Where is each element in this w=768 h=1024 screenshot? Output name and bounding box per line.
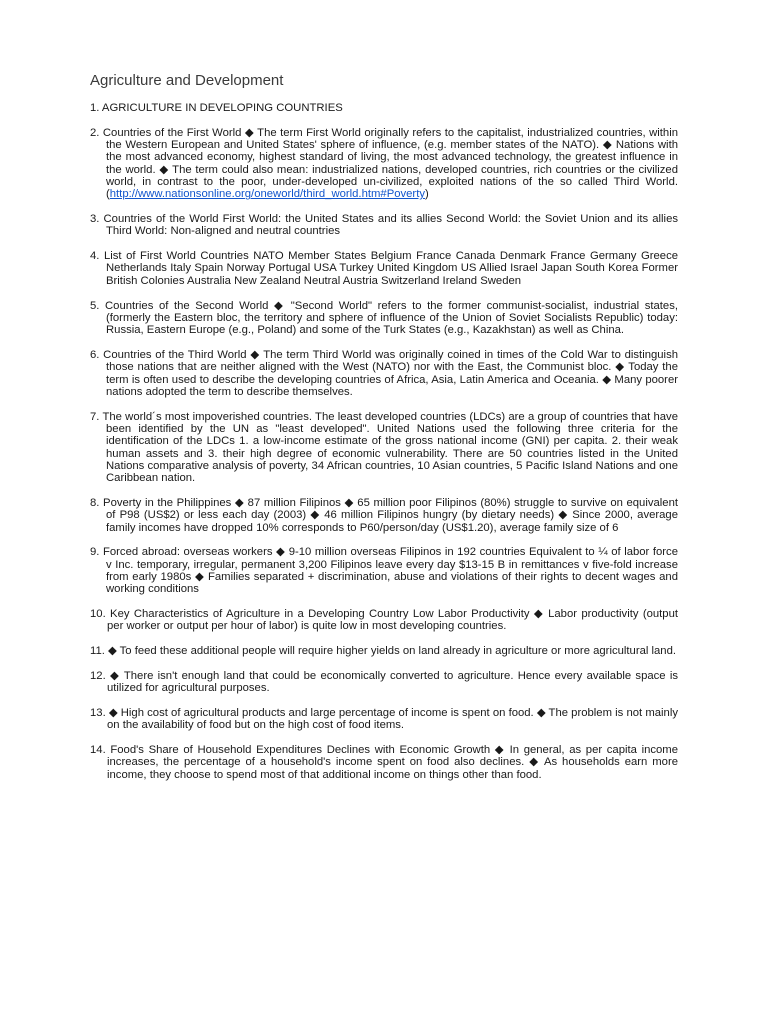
list-item: 13. ◆ High cost of agricultural products and large percentage of income is spent on food. ◆ The problem is not mainly on the availability of food but on the high cost of food items.: [90, 706, 678, 732]
list-item: 12. ◆ There isn't enough land that could be economically converted to agriculture. Hence every available space is utilized for agricultural purposes.: [90, 669, 678, 695]
list-item: 8. Poverty in the Philippines ◆ 87 million Filipinos ◆ 65 million poor Filipinos (80%) struggle to survive on equivalent of P98 (US$2) or less each day (2003) ◆ 46 million Filipinos hungry (by dietary needs) ◆ Since 2000, average family incomes have dropped 10% corresponds to P60/person/day (US$1.20), average family size of 6: [90, 496, 678, 534]
list-item: 6. Countries of the Third World ◆ The term Third World was originally coined in times of the Cold War to distinguish those nations that are neither aligned with the West (NATO) nor with the East, the Communist bloc. ◆ Today the term is often used to describe the developing countries of Africa, Asia, Latin America and Oceania. ◆ Many poorer nations adopted the term to describe themselves.: [90, 348, 678, 398]
list-item: 11. ◆ To feed these additional people will require higher yields on land already in agriculture or more agricultural land.: [90, 645, 677, 658]
list-item: 4. List of First World Countries NATO Member States Belgium France Canada Denmark France Germany Greece Netherlands Italy Spain Norway Portugal USA Turkey United Kingdom US Allied Israel Japan South Korea Former British Colonies Australia New Zealand Neutral Austria Switzerland Ireland Sweden: [90, 250, 678, 287]
list-item: 10. Key Characteristics of Agriculture in a Developing Country Low Labor Productivity ◆ Labor productivity (output per worker or output per hour of labor) is quite low in most developing countries.: [90, 608, 678, 633]
document-title: Agriculture and Development: [90, 72, 284, 89]
document-page: [90, 72, 678, 793]
list-item-text-end: ): [425, 188, 429, 201]
list-item: [90, 127, 678, 201]
list-item: 1. AGRICULTURE IN DEVELOPING COUNTRIES: [90, 102, 343, 114]
list-item: 9. Forced abroad: overseas workers ◆ 9-10 million overseas Filipinos in 192 countries Equivalent to ¼ of labor force v Inc. temporary, irregular, permanent 3,200 Filipinos leave every day $13-15 B in remittances v five-fold increase from early 1980s ◆ Families separated + discrimination, abuse and violations of their rights to decent wages and working conditions: [90, 546, 678, 596]
list-item: 5. Countries of the Second World ◆ "Second World" refers to the former communist-socialist, industrial states, (formerly the Eastern bloc, the territory and sphere of influence of the Union of Soviet Socialists Republic) today: Russia, Eastern Europe (e.g., Poland) and some of the Turk States (e.g., Kazakhstan) as well as China.: [90, 299, 678, 337]
source-link[interactable]: http://www.nationsonline.org/oneworld/third_world.htm#Poverty: [109, 188, 425, 201]
list-item: 3. Countries of the World First World: the United States and its allies Second World: the Soviet Union and its allies Third World: Non-aligned and neutral countries: [90, 213, 678, 238]
list-item: 14. Food's Share of Household Expenditures Declines with Economic Growth ◆ In general, as per capita income increases, the percentage of a household's income spent on food also declines. ◆ As households earn more income, they choose to spend most of that additional income on things other than food.: [90, 744, 678, 781]
list-item-text: 2. Countries of the First World ◆ The term First World originally refers to the capitalist, industrialized countries, within the Western European and United States' sphere of influence, (e.g. member states of the NATO). ◆ Nations with the most advanced economy, highest standard of living, the most advanced technology, the greatest influence in the world. ◆ The term could also mean: industrialized nations, developed countries, rich countries or the civilized world, in contrast to the poor, under-developed un-civilized, exploited nations of the so called Third World. (: [90, 126, 678, 201]
list-item: 7. The world´s most impoverished countries. The least developed countries (LDCs) are a group of countries that have been identified by the UN as "least developed". United Nations used the following three criteria for the identification of the LDCs 1. a low-income estimate of the gross national income (GNI) per capita. 2. their weak human assets and 3. their high degree of economic vulnerability. There are 50 countries listed in the United Nations comparative analysis of poverty, 34 African countries, 10 Asian countries, 5 Pacific Island Nations and one Caribbean nation.: [90, 410, 678, 485]
